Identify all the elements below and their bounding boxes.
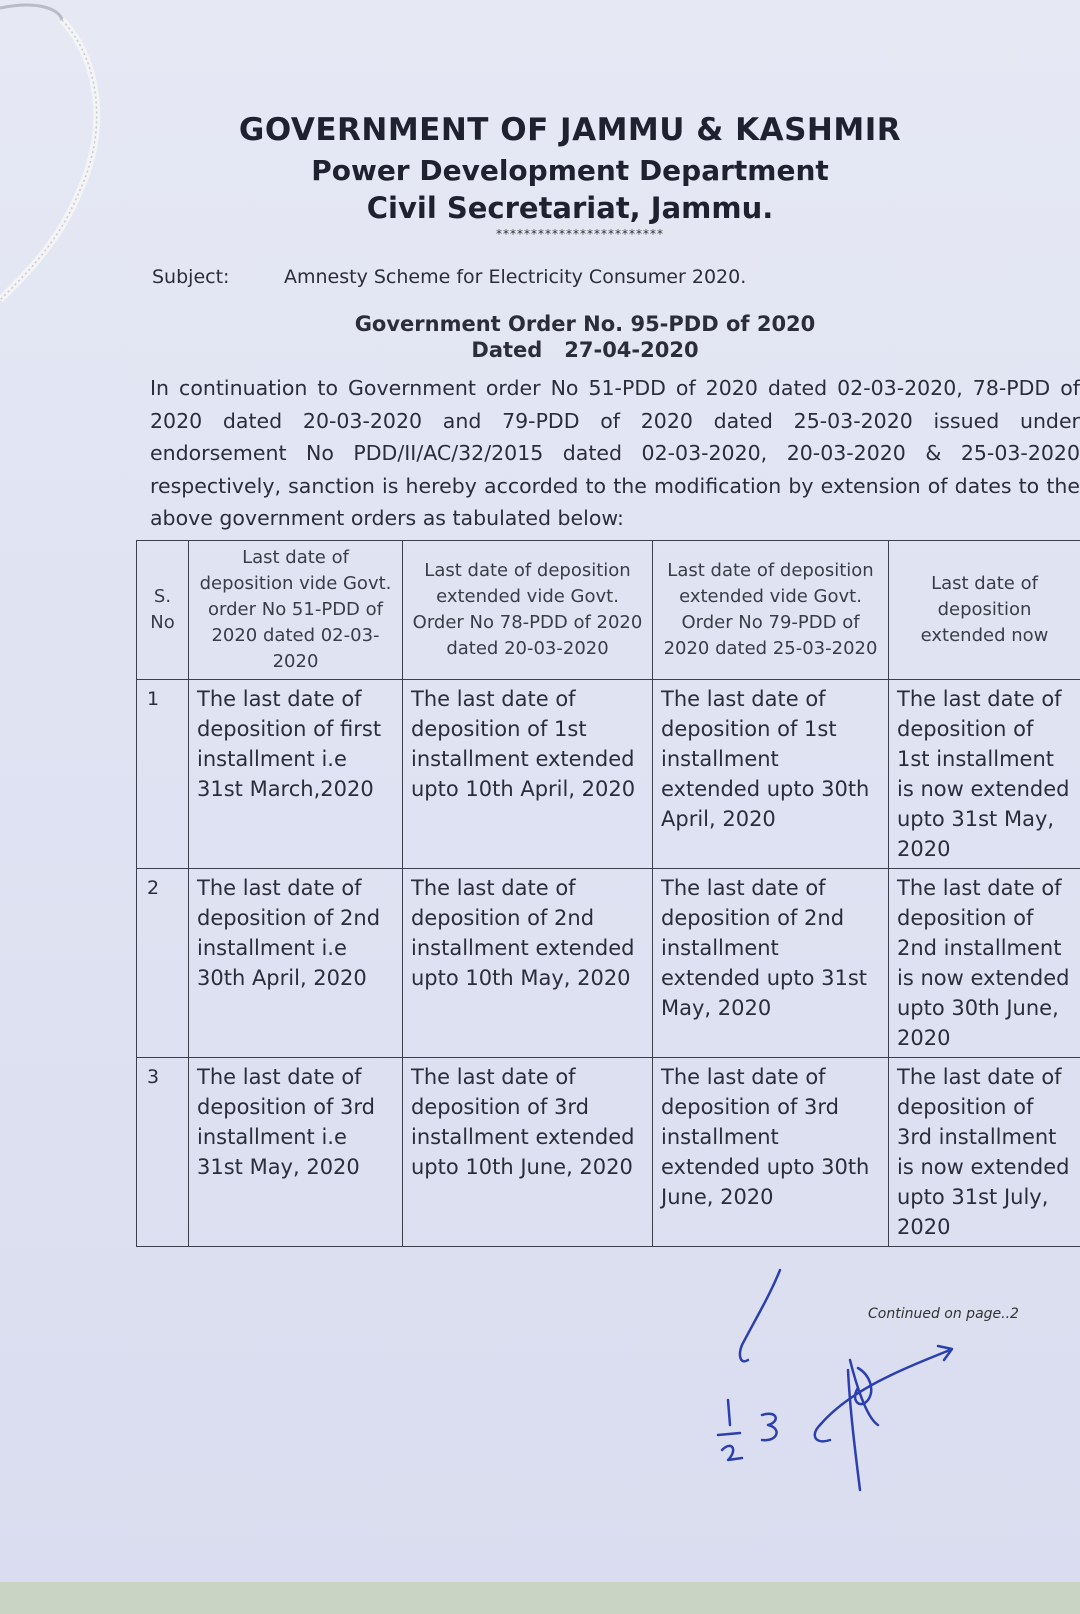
col-header-order-78: Last date of deposition extended vide Govt. Order No 78-PDD of 2020 dated 20-03-2020: [403, 541, 653, 680]
col-header-order-79: Last date of deposition extended vide Govt. Order No 79-PDD of 2020 dated 25-03-2020: [653, 541, 889, 680]
stars-divider: ************************: [496, 227, 664, 241]
row-cell: The last date of deposition of 1st installment extended upto 30th April, 2020: [653, 680, 889, 869]
row-cell: The last date of deposition of 2nd installment is now extended upto 30th June, 2020: [889, 869, 1080, 1058]
row-cell: The last date of deposition of 2nd installment extended upto 10th May, 2020: [403, 869, 653, 1058]
row-sno: 2: [137, 869, 189, 1058]
letterhead: [0, 112, 1080, 241]
subject-line: [152, 266, 746, 288]
row-cell: The last date of deposition of 2nd installment extended upto 31st May, 2020: [653, 869, 889, 1058]
col-header-sno: S. No: [137, 541, 189, 680]
row-cell: The last date of deposition of 1st installment extended upto 10th April, 2020: [403, 680, 653, 869]
handwritten-signature: [700, 1250, 1000, 1510]
col-header-extended-now: Last date of deposition extended now: [889, 541, 1080, 680]
subject-text: Amnesty Scheme for Electricity Consumer 2020.: [284, 266, 747, 288]
row-cell: The last date of deposition of 3rd installment is now extended upto 31st July, 2020: [889, 1058, 1080, 1247]
extension-table: [136, 540, 1080, 1247]
order-body: In continuation to Government order No 51-PDD of 2020 dated 02-03-2020, 78-PDD of 2020 dated 20-03-2020 and 79-PDD of 2020 dated 25-03-2020 issued under endorsement No PDD/II/AC/32/2015 dated 02-03-2020, 20-03-2020 & 25-03-2020 respectively, sanction is hereby accorded to the modification by extension of dates to the above government orders as tabulated below:: [150, 376, 1080, 530]
row-sno: 3: [137, 1058, 189, 1247]
continued-note: Continued on page..2: [868, 1306, 1019, 1322]
row-cell: The last date of deposition of first installment i.e 31st March,2020: [189, 680, 403, 869]
office-location: Civil Secretariat, Jammu.: [366, 191, 774, 225]
order-date: Dated 27-04-2020: [471, 338, 699, 362]
row-cell: The last date of deposition of 2nd installment i.e 30th April, 2020: [189, 869, 403, 1058]
row-cell: The last date of deposition of 3rd installment i.e 31st May, 2020: [189, 1058, 403, 1247]
department-name: Power Development Department: [311, 154, 829, 187]
order-number: Government Order No. 95-PDD of 2020: [354, 312, 816, 336]
row-cell: The last date of deposition of 3rd installment extended upto 10th June, 2020: [403, 1058, 653, 1247]
order-heading: [0, 312, 1080, 362]
row-sno: 1: [137, 680, 189, 869]
table-header-row: [137, 541, 1080, 680]
table-row: [137, 680, 1080, 869]
row-cell: The last date of deposition of 1st installment is now extended upto 31st May, 2020: [889, 680, 1080, 869]
col-header-order-51: Last date of deposition vide Govt. order No 51-PDD of 2020 dated 02-03-2020: [189, 541, 403, 680]
subject-label: Subject:: [152, 266, 230, 288]
table-row: [137, 869, 1080, 1058]
govt-title: GOVERNMENT OF JAMMU & KASHMIR: [238, 112, 902, 148]
row-cell: The last date of deposition of 3rd installment extended upto 30th June, 2020: [653, 1058, 889, 1247]
table-row: [137, 1058, 1080, 1247]
